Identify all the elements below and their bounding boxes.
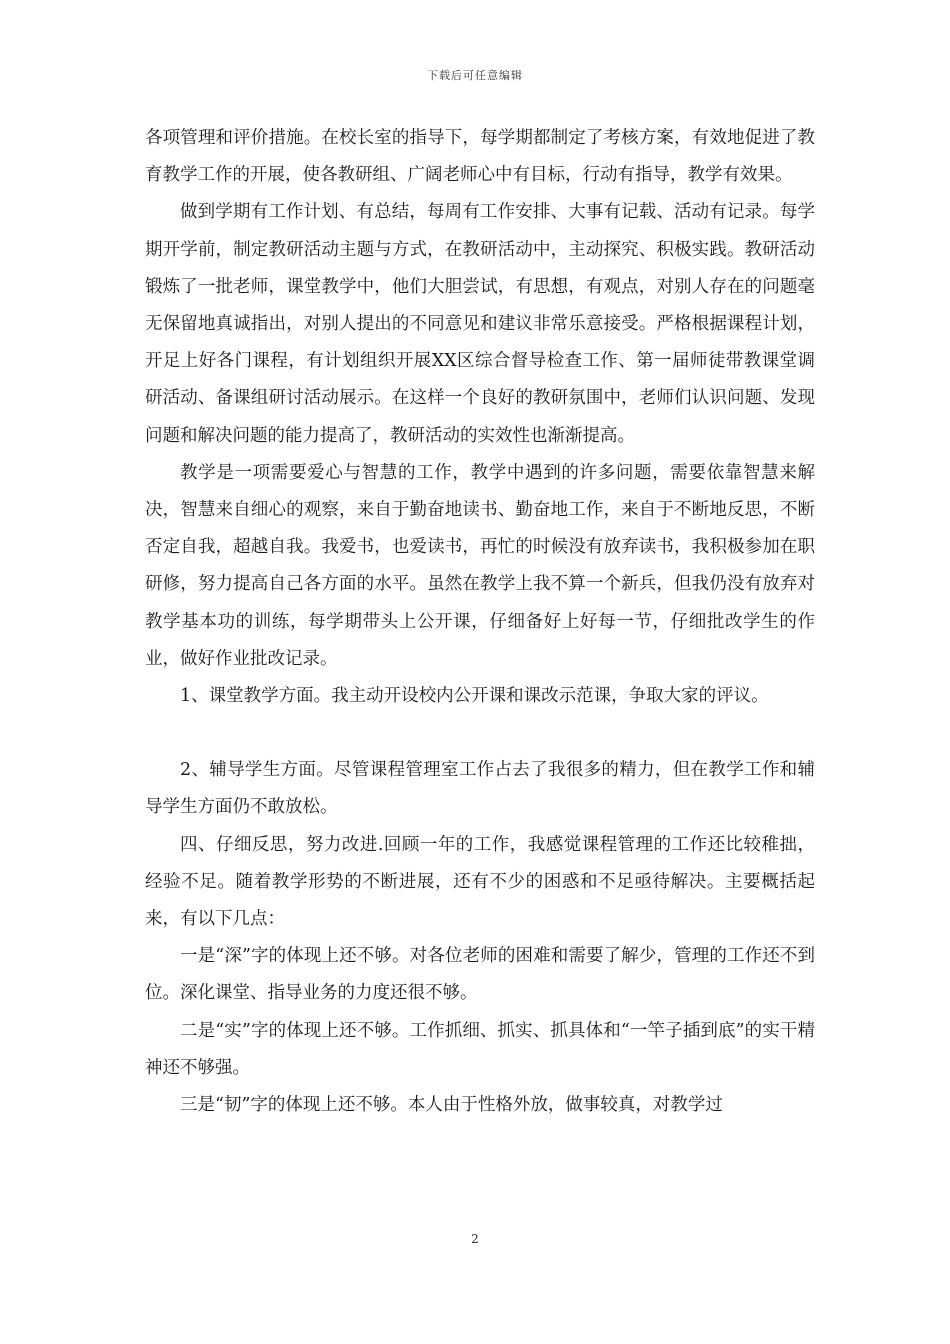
- paragraph-point-three: 三是“韧”字的体现上还不够。本人由于性格外放，做事较真，对教学过: [180, 1095, 723, 1116]
- page-header: 下载后可任意编辑: [427, 69, 523, 82]
- paragraph-item-1: 1、课堂教学方面。我主动开设校内公开课和课改示范课，争取大家的评议。: [180, 686, 769, 707]
- paragraph-section-four: 四、仔细反思，努力改进.回顾一年的工作，我感觉课程管理的工作还比较稚拙，经验不足。随着教学形势的不断进展，还有不少的困惑和不足亟待解决。主要概括起来，有以下几点：: [145, 834, 815, 930]
- paragraph-wisdom: 教学是一项需要爱心与智慧的工作，教学中遇到的许多问题，需要依靠智慧来解决，智慧来自细心的观察，来自于勤奋地读书、勤奋地工作，来自于不断地反思，不断否定自我，超越自我。我爱书，也爱读书，再忙的时候没有放弃读书，我积极参加在职研修，努力提高自己各方面的水平。虽然在教学上我不算一个新兵，但我仍没有放弃对教学基本功的训练，每学期带头上公开课，仔细备好上好每一节，仔细批改学生的作业，做好作业批改记录。: [145, 462, 815, 669]
- paragraph-point-one: 一是“深”字的体现上还不够。对各位老师的困难和需要了解少，管理的工作还不到位。深化课堂、指导业务的力度还很不够。: [145, 946, 815, 1004]
- document-body: [145, 120, 815, 1124]
- paragraph-teaching-research: 做到学期有工作计划、有总结，每周有工作安排、大事有记载、活动有记录。每学期开学前，制定教研活动主题与方式，在教研活动中，主动探究、积极实践。教研活动锻炼了一批老师，课堂教学中，他们大胆尝试，有思想，有观点，对别人存在的问题毫无保留地真诚指出，对别人提出的不同意见和建议非常乐意接受。严格根据课程计划，开足上好各门课程，有计划组织开展XX区综合督导检查工作、第一届师徒带教课堂调研活动、备课组研讨活动展示。在这样一个良好的教研氛围中，老师们认识问题、发现问题和解决问题的能力提高了，教研活动的实效性也渐渐提高。: [145, 202, 815, 446]
- page-number: 2: [471, 1232, 479, 1246]
- paragraph-point-two: 二是“实”字的体现上还不够。工作抓细、抓实、抓具体和“一竿子插到底”的实干精神还不够强。: [145, 1020, 815, 1078]
- paragraph-continued: 各项管理和评价措施。在校长室的指导下，每学期都制定了考核方案，有效地促进了教育教学工作的开展，使各教研组、广阔老师心中有目标，行动有指导，教学有效果。: [145, 128, 815, 186]
- paragraph-item-2: 2、辅导学生方面。尽管课程管理室工作占去了我很多的精力，但在教学工作和辅导学生方面仍不敢放松。: [145, 760, 815, 818]
